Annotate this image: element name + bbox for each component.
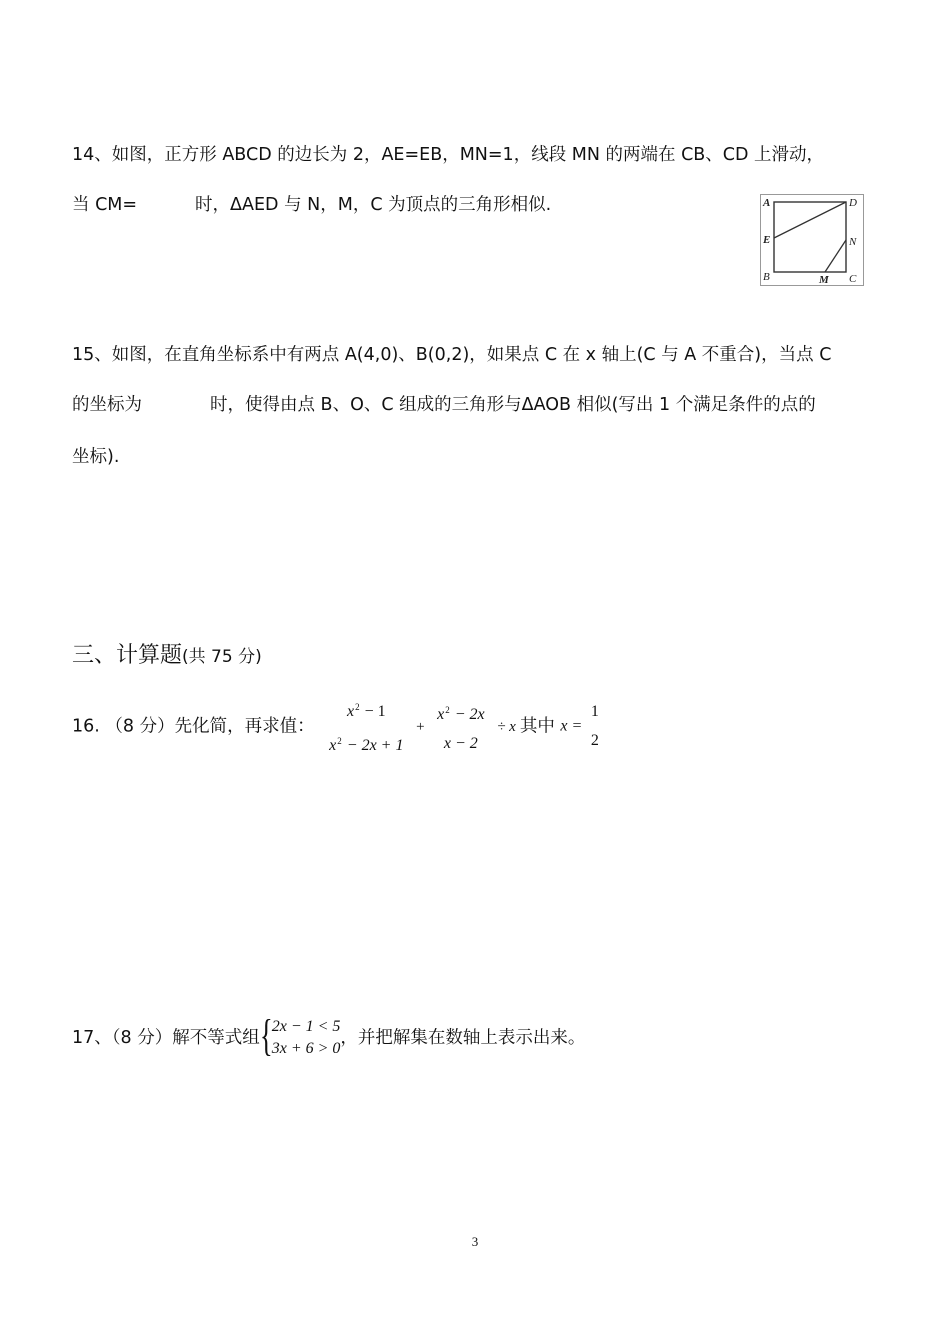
q16-half: 1 2 <box>590 703 599 749</box>
q15-line2 <box>72 393 816 417</box>
q16-fraction-1: $x^2 - 1$ $x^2 - 2x + 1$ <box>329 702 404 754</box>
q16-fraction-2: $x^2 - 2x$ x − 2 <box>437 704 485 752</box>
q16-line <box>72 697 602 756</box>
q16-prefix: 16. （8 分）先化简，再求值： <box>72 716 315 737</box>
q17-inequality-system: { 2x − 1 < 5 3x + 6 > 0 <box>259 1011 341 1060</box>
section-title <box>72 638 262 669</box>
brace-icon: { <box>259 1011 273 1060</box>
label-n: N <box>849 236 857 248</box>
q17-line <box>72 1011 586 1062</box>
square-figure <box>760 194 864 286</box>
section-title-text: 三、计算题 <box>72 643 183 668</box>
label-c: C <box>849 273 857 285</box>
q17-prefix: 17、（8 分）解不等式组 <box>72 1028 260 1048</box>
q15-line3: 坐标). <box>72 447 120 467</box>
q16-divide: ÷ x <box>497 718 516 735</box>
q14-line1: 14、如图，正方形 ABCD 的边长为 2，AE=EB，MN=1，线段 MN 的两端在 CB、CD 上滑动， <box>72 145 825 165</box>
q17-suffix: ，并把解集在数轴上表示出来。 <box>340 1028 586 1048</box>
label-m: M <box>819 274 829 286</box>
q15-line2-end: 时，使得由点 B、O、C 组成的三角形与ΔAOB 相似(写出 1 个满足条件的点的 <box>210 395 816 415</box>
q15-line1: 15、如图，在直角坐标系中有两点 A(4,0)、B(0,2)，如果点 C 在 x 轴上(C 与 A 不重合)，当点 C <box>72 345 832 365</box>
label-b: B <box>763 271 770 283</box>
label-e: E <box>763 234 771 246</box>
q16-x-equals: x = <box>560 717 583 735</box>
label-d: D <box>849 197 857 209</box>
label-a: A <box>763 197 771 209</box>
section-score: (共 75 分) <box>182 647 262 667</box>
q15-line2-start: 的坐标为 <box>72 395 142 415</box>
q14-line2-start: 当 CM= <box>72 195 138 215</box>
q14-line2 <box>72 193 551 217</box>
q16-plus: + <box>416 718 425 735</box>
page-number: 3 <box>471 1234 479 1249</box>
q16-qizhong: 其中 <box>519 716 555 737</box>
q14-line2-end: 时，ΔAED 与 N，M，C 为顶点的三角形相似. <box>195 195 552 215</box>
